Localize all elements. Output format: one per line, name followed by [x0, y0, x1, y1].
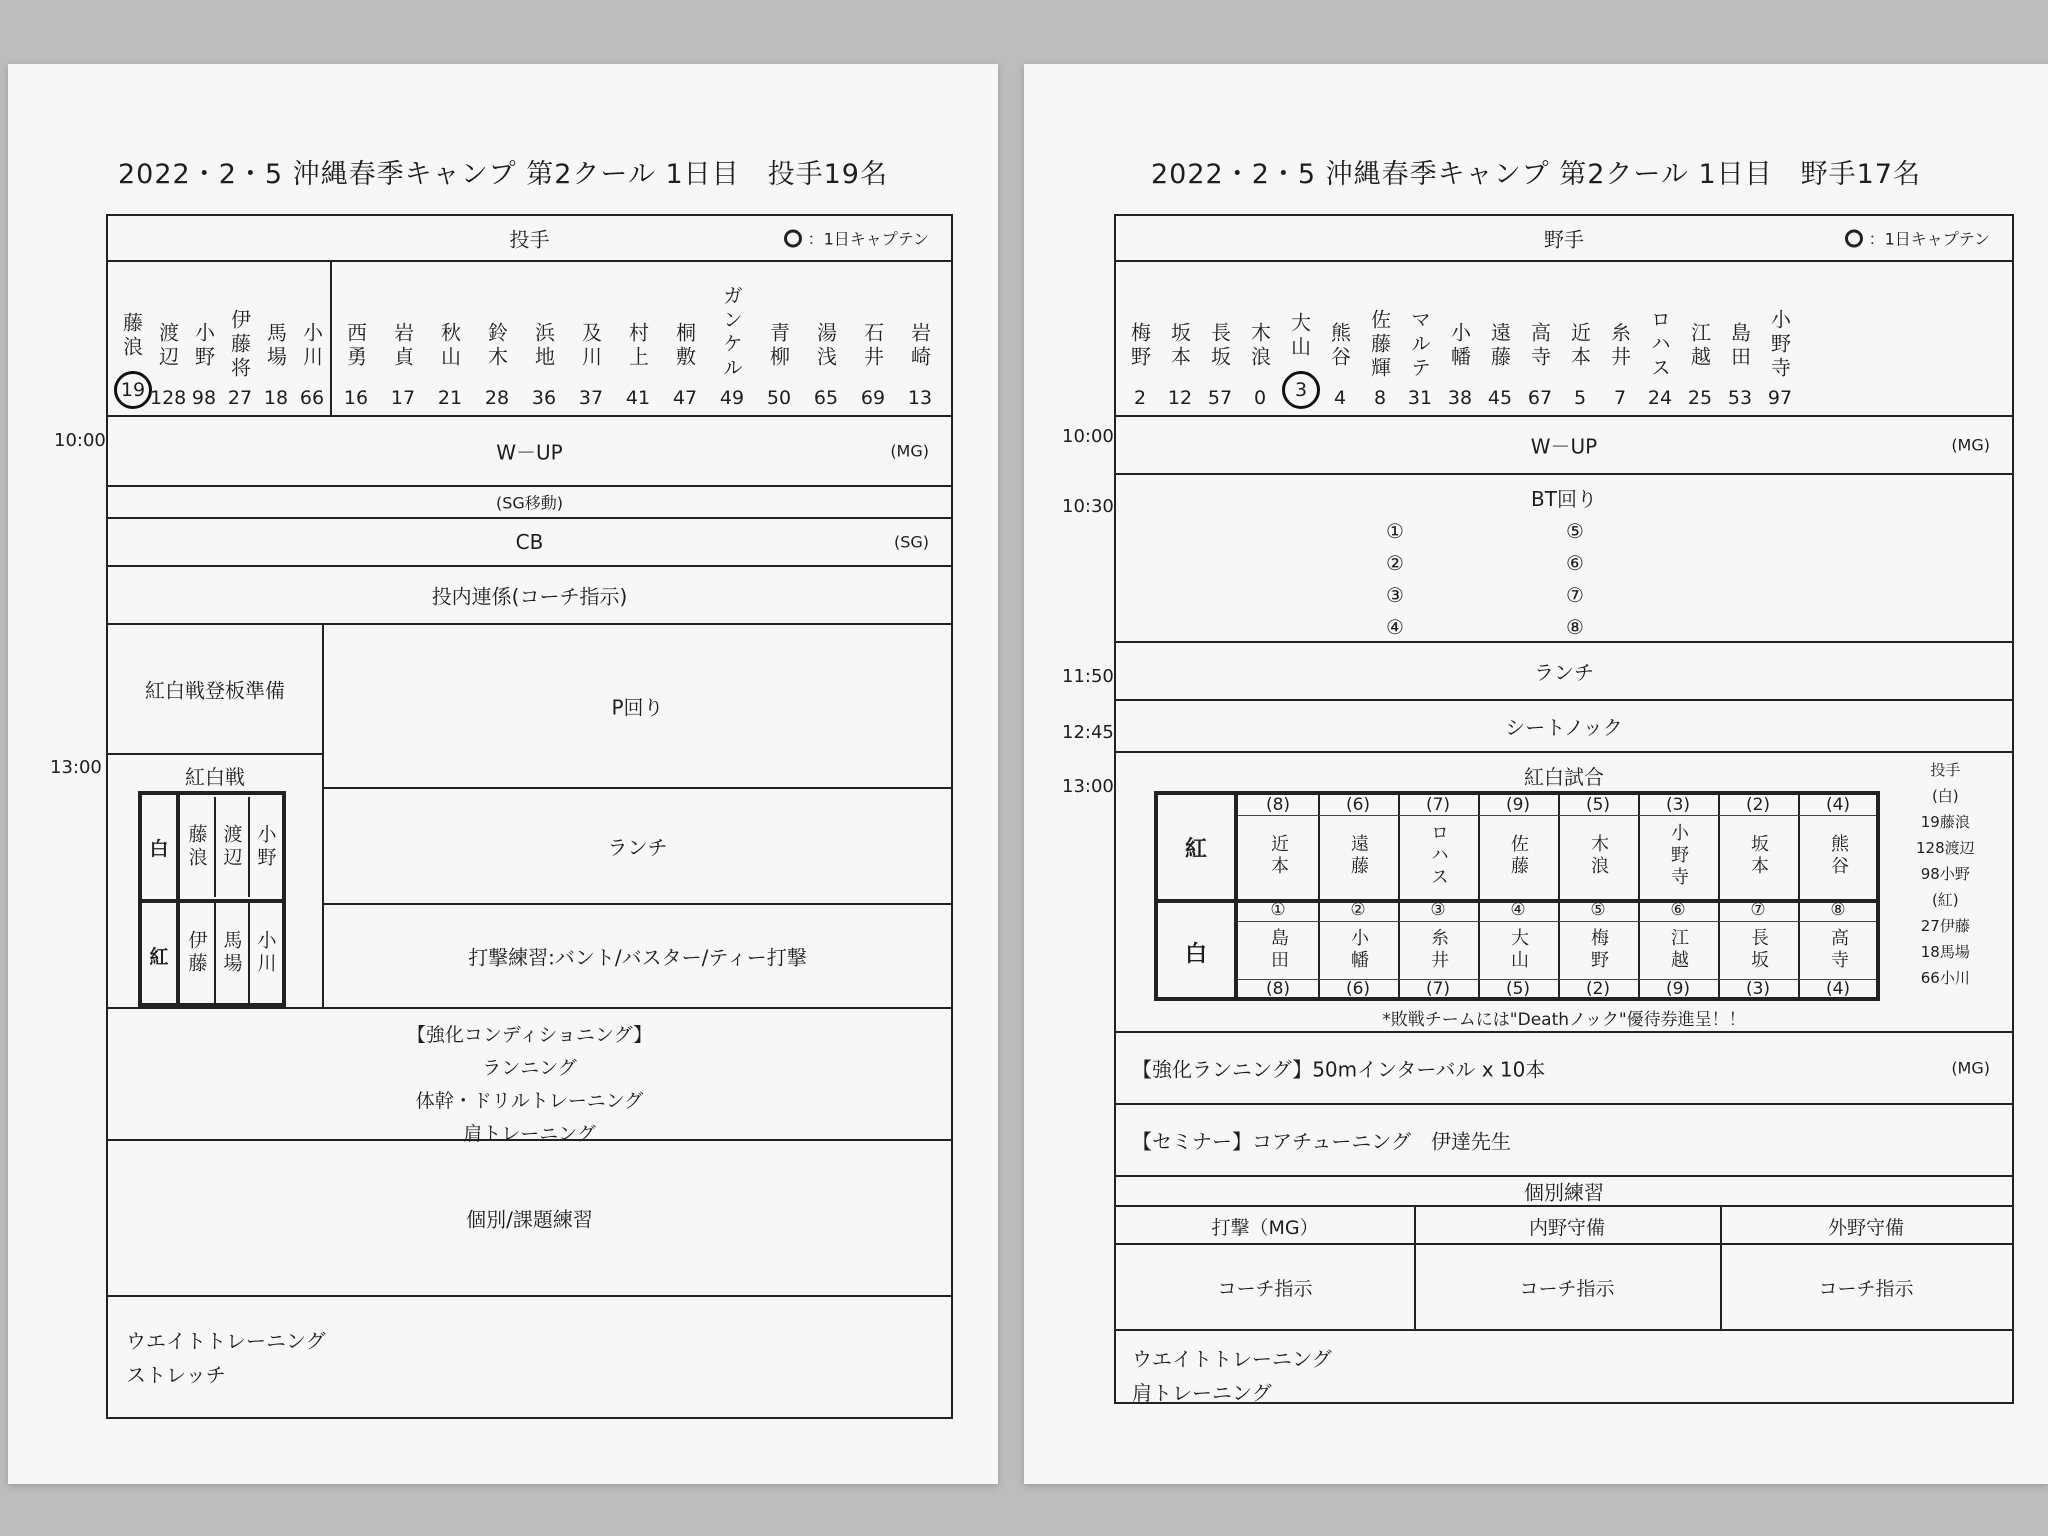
game-note: *敗戦チームには"Deathノック"優待券進呈！！: [1382, 1010, 1746, 1030]
roster-player: [1242, 311, 1278, 409]
bt-group-2: [1566, 515, 1584, 643]
team-pitcher: 渡辺: [214, 797, 248, 897]
running-label: 【強化ランニング】50mインターバル x 10本: [1132, 1057, 1546, 1082]
red-player: 小野寺: [1668, 823, 1689, 889]
pitcher-list-item: 27伊藤: [1920, 917, 1970, 935]
red-position: (2): [1745, 795, 1771, 815]
player-name: マルテ: [1407, 309, 1432, 381]
red-position: (5): [1585, 795, 1611, 815]
roster-player: [1522, 311, 1558, 409]
white-player: 江越: [1668, 928, 1689, 972]
pitcher-list-item: 18馬場: [1920, 943, 1970, 961]
player-name: 木浪: [1247, 322, 1272, 370]
pitcher-list-item: 98小野: [1920, 865, 1970, 883]
player-number: 53: [1727, 387, 1753, 409]
roster-player: [573, 311, 609, 409]
fielder-schedule-sheet: [1024, 64, 2048, 1484]
red-position: (8): [1265, 795, 1291, 815]
individual-row: [1116, 1177, 2012, 1207]
captain-legend: [1845, 227, 1990, 250]
player-number: 7: [1613, 387, 1627, 409]
player-number: 13: [907, 387, 933, 409]
wup-row: [1116, 417, 2012, 475]
pitcher-list-item: 128渡辺: [1916, 839, 1975, 857]
player-name: 湯浅: [813, 322, 838, 370]
red-position: (3): [1665, 795, 1691, 815]
seat-knock-row: [1116, 701, 2012, 753]
pitcher-list-item: 19藤浪: [1920, 813, 1970, 831]
relay-label: 投内連係(コーチ指示): [431, 584, 628, 609]
roster-player: [1202, 311, 1238, 409]
player-name: 長坂: [1207, 322, 1232, 370]
roster-player: [1282, 301, 1318, 409]
player-name: 佐藤輝: [1367, 309, 1392, 381]
grid-divider: [1238, 979, 1876, 980]
weight-block: [108, 1297, 951, 1417]
roster-player: [1162, 311, 1198, 409]
player-number: 36: [531, 387, 557, 409]
roster-player: [1562, 311, 1598, 409]
fielder-section-header: 野手: [1544, 227, 1584, 252]
red-player: 熊谷: [1828, 834, 1849, 878]
prep-cell: [108, 625, 324, 755]
roster-player: [186, 311, 222, 409]
player-number: 2: [1133, 387, 1147, 409]
fielder-header-row: [1116, 216, 2012, 262]
white-player: 高寺: [1828, 928, 1849, 972]
player-name: 岩貞: [390, 322, 415, 370]
roster-player: [1402, 309, 1438, 409]
red-position: (4): [1825, 795, 1851, 815]
player-name: 熊谷: [1327, 322, 1352, 370]
red-position: (6): [1345, 795, 1371, 815]
outfield-coach-cell: コーチ指示: [1818, 1277, 1914, 1300]
seminar-row: [1116, 1105, 2012, 1177]
team-pitcher: 馬場: [214, 903, 248, 1003]
player-name: 岩崎: [907, 322, 932, 370]
wup-label: W－UP: [1530, 434, 1598, 459]
pitcher-roster: [108, 262, 951, 417]
player-name: ガンケル: [719, 285, 744, 381]
white-position: (4): [1825, 979, 1851, 999]
time-12-45: 12:45: [1062, 722, 1114, 743]
individual-label: 個別/課題練習: [466, 1207, 593, 1232]
weight-training-label: ウエイトトレーニング: [1132, 1347, 1332, 1371]
batting-order: ⑦: [1750, 900, 1766, 920]
lunch-cell: [324, 789, 951, 905]
grid-divider: [1238, 815, 1876, 816]
fielder-schedule-table: [1114, 214, 2014, 1404]
player-number: 38: [1447, 387, 1473, 409]
roster-player: [667, 311, 703, 409]
roster-player: [1442, 311, 1478, 409]
lunch-row: [1116, 643, 2012, 701]
player-number: 12: [1167, 387, 1193, 409]
wup-row: [108, 417, 951, 487]
outfield-col-header: 外野守備: [1827, 1216, 1904, 1239]
bt-group-1: [1386, 515, 1404, 643]
red-position: (9): [1505, 795, 1531, 815]
shoulder-training-label: 肩トレーニング: [1132, 1381, 1272, 1405]
player-number: 97: [1767, 387, 1793, 409]
roster-player: [714, 285, 750, 409]
white-position: (8): [1265, 979, 1291, 999]
white-position: (7): [1425, 979, 1451, 999]
pitcher-list-item: (白): [1931, 787, 1959, 805]
stretch-label: ストレッチ: [126, 1363, 226, 1387]
time-11-50: 11:50: [1062, 666, 1114, 687]
player-number: 21: [437, 387, 463, 409]
roster-divider: [330, 262, 332, 415]
white-team-label: 白: [1184, 941, 1207, 967]
wup-location: (MG): [1951, 435, 1990, 455]
time-10-00: 10:00: [54, 430, 106, 451]
player-number: 128: [150, 387, 187, 409]
roster-player: [479, 311, 515, 409]
player-name: 青柳: [766, 322, 791, 370]
white-position: (6): [1345, 979, 1371, 999]
roster-player: [808, 311, 844, 409]
running-location: (MG): [1951, 1058, 1990, 1078]
player-number: 8: [1373, 387, 1387, 409]
batting-col-header: 打撃（MG）: [1211, 1216, 1319, 1239]
red-player: 坂本: [1748, 834, 1769, 878]
player-number: 67: [1527, 387, 1553, 409]
player-number: 24: [1647, 387, 1673, 409]
p-rotation-label: P回り: [611, 695, 664, 720]
white-team-label: 白: [149, 837, 169, 860]
roster-player: [432, 311, 468, 409]
roster-player: [222, 309, 258, 409]
conditioning-item: 肩トレーニング: [463, 1123, 596, 1145]
lunch-label: ランチ: [607, 835, 668, 860]
bt-slot: ⑥: [1566, 551, 1584, 575]
roster-player: [338, 311, 374, 409]
red-player: ロハス: [1428, 823, 1449, 889]
individual-label: 個別練習: [1524, 1180, 1604, 1205]
player-number: 57: [1207, 387, 1233, 409]
bt-slot: ⑧: [1566, 615, 1584, 639]
white-position: (5): [1505, 979, 1531, 999]
roster-player: [1322, 311, 1358, 409]
captain-number: 19: [114, 371, 152, 409]
roster-player: [1602, 311, 1638, 409]
pitcher-list-item: 投手: [1930, 761, 1961, 779]
player-name: 島田: [1727, 322, 1752, 370]
white-player: 小幡: [1348, 928, 1369, 972]
player-name: 石井: [860, 322, 885, 370]
lunch-label: ランチ: [1534, 660, 1594, 685]
time-10-30: 10:30: [1062, 496, 1114, 517]
player-number: 0: [1253, 387, 1267, 409]
roster-player: [855, 311, 891, 409]
relay-row: [108, 567, 951, 625]
kouhaku-label: 紅白戦: [185, 765, 245, 789]
roster-player: [1482, 311, 1518, 409]
player-name: 浜地: [531, 322, 556, 370]
player-name: 伊藤将: [227, 309, 252, 381]
pitcher-section-header: 投手: [509, 227, 550, 252]
player-name: 坂本: [1167, 322, 1192, 370]
weight-training-label: ウエイトトレーニング: [126, 1329, 326, 1353]
pitcher-schedule-sheet: [8, 64, 998, 1484]
batting-order: ③: [1430, 900, 1446, 920]
roster-player: [1362, 309, 1398, 409]
player-name: 江越: [1687, 322, 1712, 370]
player-name: ロハス: [1647, 309, 1672, 381]
batting-label: 打撃練習:バント/バスター/ティー打撃: [468, 945, 807, 970]
player-number: 50: [766, 387, 792, 409]
game-row: [1116, 753, 2012, 1033]
roster-player: [620, 311, 656, 409]
infield-coach-cell: コーチ指示: [1519, 1277, 1615, 1300]
player-number: 69: [860, 387, 886, 409]
white-player: 長坂: [1748, 928, 1769, 972]
team-pitcher: 藤浪: [185, 824, 208, 870]
conditioning-item: ランニング: [482, 1057, 577, 1079]
pitcher-list-item: 66小川: [1920, 969, 1970, 987]
player-name: 梅野: [1127, 322, 1152, 370]
player-name: 鈴木: [484, 322, 509, 370]
captain-number: 3: [1282, 371, 1320, 409]
roster-player: [1122, 311, 1158, 409]
white-position: (3): [1745, 979, 1771, 999]
captain-legend-text: ：1日キャプテン: [1868, 229, 1990, 249]
bt-slot: ①: [1386, 519, 1404, 543]
player-number: 37: [578, 387, 604, 409]
player-number: 25: [1687, 387, 1713, 409]
player-name: 小野: [191, 322, 216, 370]
white-player: 大山: [1508, 928, 1529, 972]
sg-move-row: [108, 487, 951, 519]
white-player: 梅野: [1588, 928, 1609, 972]
player-name: 村上: [625, 322, 650, 370]
seat-knock-label: シートノック: [1505, 715, 1623, 740]
roster-player: [902, 311, 938, 409]
bt-slot: ⑦: [1566, 583, 1584, 607]
pitcher-header-row: [108, 216, 951, 262]
game-lineup-grid: [1154, 791, 1880, 1001]
time-13-00: 13:00: [50, 757, 102, 778]
infield-col-header: 内野守備: [1528, 1216, 1605, 1239]
player-number: 47: [672, 387, 698, 409]
circle-icon: [1845, 229, 1863, 247]
cb-location: (SG): [893, 532, 929, 552]
player-number: 49: [719, 387, 745, 409]
grid-divider: [1238, 921, 1876, 922]
white-player: 島田: [1268, 928, 1289, 972]
player-name: 藤浪: [119, 312, 144, 360]
batting-order: ②: [1350, 900, 1366, 920]
player-name: 遠藤: [1487, 322, 1512, 370]
roster-player: [294, 311, 330, 409]
player-name: 近本: [1567, 322, 1592, 370]
player-name: 小野寺: [1767, 309, 1792, 381]
roster-player: [761, 311, 797, 409]
roster-player: [526, 311, 562, 409]
player-number: 41: [625, 387, 651, 409]
player-name: 及川: [578, 322, 603, 370]
batting-coach-cell: コーチ指示: [1217, 1277, 1313, 1300]
roster-player: [150, 311, 186, 409]
red-player: 木浪: [1588, 834, 1609, 878]
player-number: 98: [191, 387, 217, 409]
roster-player: [1762, 309, 1798, 409]
cb-label: CB: [515, 530, 544, 554]
batting-order: ④: [1510, 900, 1526, 920]
player-name: 秋山: [437, 322, 462, 370]
time-13-00: 13:00: [1062, 776, 1114, 797]
red-team-label: 紅: [149, 945, 169, 968]
red-position: (7): [1425, 795, 1451, 815]
seminar-label: 【セミナー】コアチューニング 伊達先生: [1132, 1129, 1511, 1154]
player-name: 渡辺: [155, 322, 180, 370]
player-name: 大山: [1287, 312, 1312, 360]
team-pitcher: 伊藤: [185, 930, 208, 976]
roster-player: [258, 311, 294, 409]
player-number: 65: [813, 387, 839, 409]
roster-player: [1642, 309, 1678, 409]
kouhaku-team-grid: [138, 791, 286, 1007]
red-player: 遠藤: [1348, 834, 1369, 878]
bt-slot: ④: [1386, 615, 1404, 639]
fielder-roster: [1116, 262, 2012, 417]
player-number: 16: [343, 387, 369, 409]
white-player: 糸井: [1428, 928, 1449, 972]
running-row: [1116, 1033, 2012, 1105]
player-name: 馬場: [263, 322, 288, 370]
game-title: 紅白試合: [1524, 765, 1604, 789]
roster-player: [385, 311, 421, 409]
player-number: 27: [227, 387, 253, 409]
batting-order: ①: [1270, 900, 1286, 920]
player-name: 小幡: [1447, 322, 1472, 370]
conditioning-items: [108, 1052, 951, 1151]
bt-label: BT回り: [1531, 487, 1597, 511]
player-number: 45: [1487, 387, 1513, 409]
red-player: 佐藤: [1508, 834, 1529, 878]
player-number: 28: [484, 387, 510, 409]
player-name: 糸井: [1607, 322, 1632, 370]
red-player: 近本: [1268, 834, 1289, 878]
batting-order: ⑥: [1670, 900, 1686, 920]
conditioning-title: 【強化コンディショニング】: [406, 1024, 653, 1046]
individual-grid: [1116, 1207, 2012, 1331]
bt-row: [1116, 475, 2012, 643]
player-number: 5: [1573, 387, 1587, 409]
team-pitcher: 小川: [248, 903, 282, 1003]
captain-legend: [784, 227, 929, 250]
player-number: 17: [390, 387, 416, 409]
conditioning-row: [108, 1007, 951, 1145]
circle-icon: [784, 229, 802, 247]
sg-move-label: (SG移動): [495, 493, 564, 513]
roster-player: [1722, 311, 1758, 409]
conditioning-item: 体幹・ドリルトレーニング: [415, 1090, 644, 1112]
pitcher-sheet-title: 2022・2・5 沖縄春季キャンプ 第2クール 1日目 投手19名: [118, 159, 888, 190]
wup-location: (MG): [890, 441, 929, 461]
player-number: 66: [299, 387, 325, 409]
batting-order: ⑤: [1590, 900, 1606, 920]
player-number: 18: [263, 387, 289, 409]
team-pitcher: 小野: [248, 797, 282, 897]
prep-label: 紅白戦登板準備: [145, 678, 285, 703]
roster-player: [1682, 311, 1718, 409]
batting-cell: [324, 905, 951, 1007]
p-rotation-cell: [324, 625, 951, 789]
conditioning-block: [108, 1019, 951, 1151]
kouhaku-cell: [108, 755, 324, 1007]
bt-slot: ③: [1386, 583, 1404, 607]
white-position: (9): [1665, 979, 1691, 999]
pitcher-schedule-table: [106, 214, 953, 1419]
cb-row: [108, 519, 951, 567]
bt-slot: ⑤: [1566, 519, 1584, 543]
pitcher-list-item: (紅): [1931, 891, 1959, 909]
player-name: 高寺: [1527, 322, 1552, 370]
captain-legend-text: ：1日キャプテン: [807, 229, 929, 249]
red-team-label: 紅: [1184, 836, 1207, 862]
player-name: 西勇: [343, 322, 368, 370]
batting-order: ⑧: [1830, 900, 1846, 920]
player-number: 31: [1407, 387, 1433, 409]
bt-slot: ②: [1386, 551, 1404, 575]
weight-block: [1116, 1331, 2012, 1406]
player-number: 4: [1333, 387, 1347, 409]
fielder-sheet-title: 2022・2・5 沖縄春季キャンプ 第2クール 1日目 野手17名: [1151, 159, 1921, 190]
white-position: (2): [1585, 979, 1611, 999]
player-name: 小川: [299, 322, 324, 370]
game-pitcher-list: [1916, 757, 1975, 991]
roster-player: [114, 301, 150, 409]
player-name: 桐敷: [672, 322, 697, 370]
individual-row: [108, 1141, 951, 1297]
wup-label: W－UP: [496, 440, 563, 465]
time-10-00: 10:00: [1062, 426, 1114, 447]
